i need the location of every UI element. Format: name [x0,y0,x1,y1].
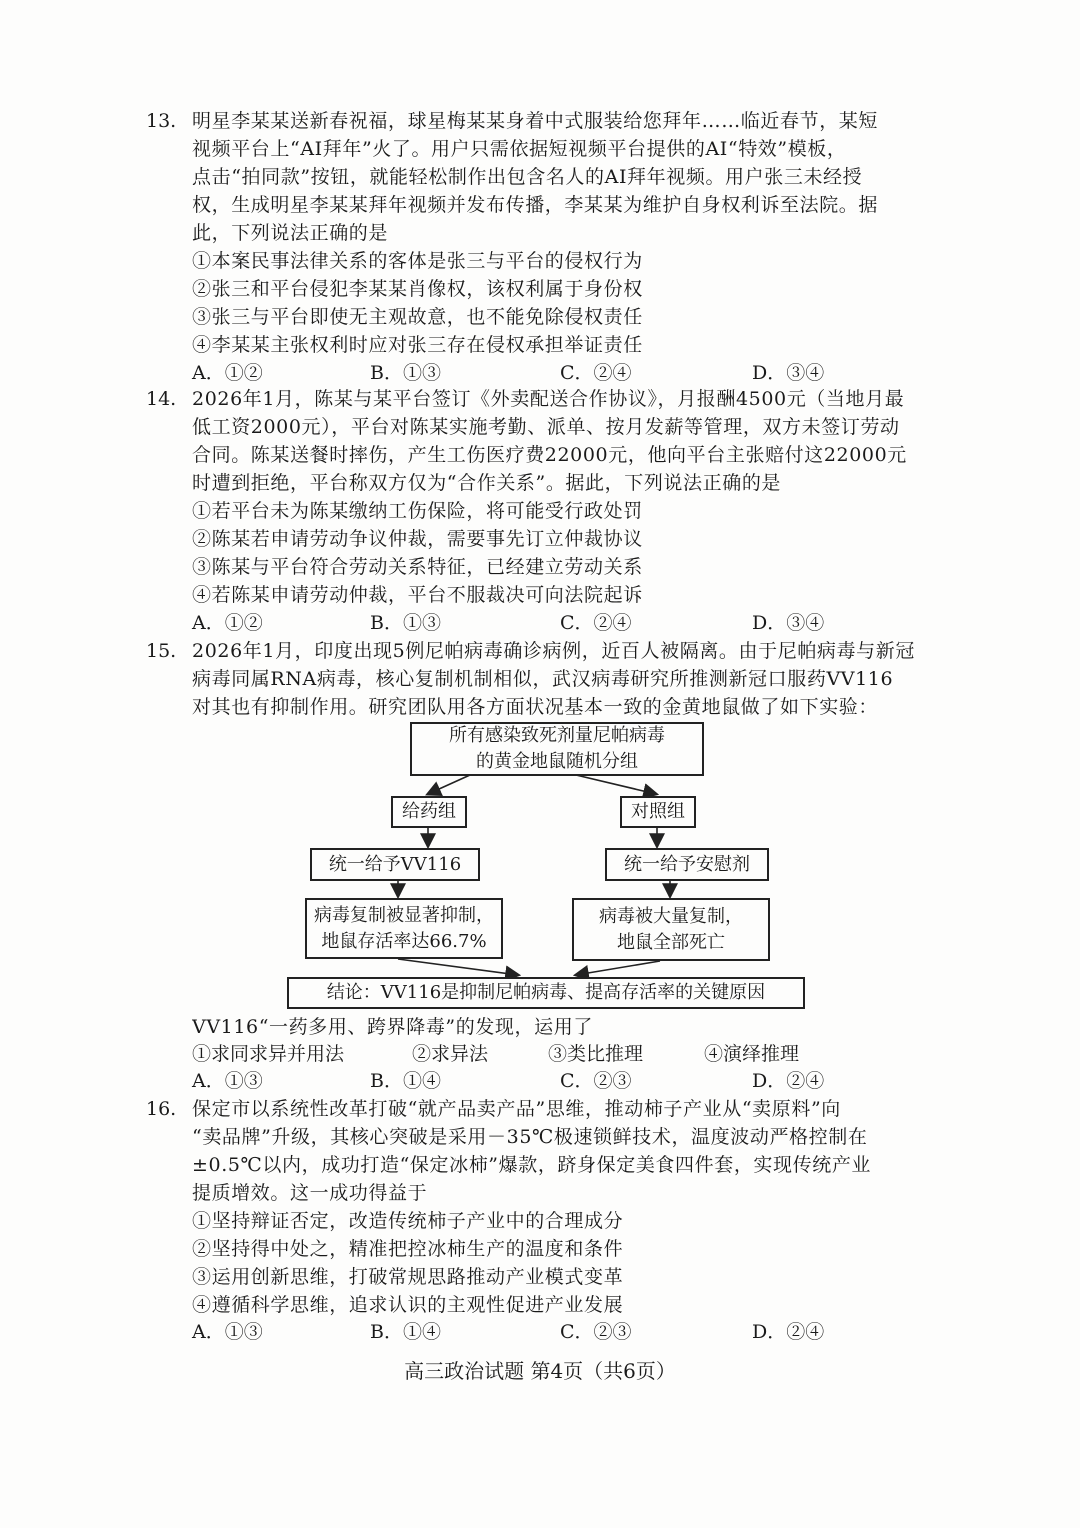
question-16-statement-3: ③运用创新思维，打破常规思路推动产业模式变革 [192,1266,624,1288]
question-13-line-2: 视频平台上“AI拜年”火了。用户只需依据短视频平台提供的AI“特效”模板， [192,138,847,160]
question-15-statement-1: ①求同求异并用法 [192,1043,345,1065]
question-14-line-1: 2026年1月，陈某与某平台签订《外卖配送合作协议》，月报酬4500元（当地月最 [192,388,905,410]
question-16-statement-1: ①坚持辩证否定，改造传统柿子产业中的合理成分 [192,1210,624,1232]
question-16-statement-2: ②坚持得中处之，精准把控冰柿生产的温度和条件 [192,1238,624,1260]
question-15-line-3: 对其也有抑制作用。研究团队用各方面状况基本一致的金黄地鼠做了如下实验： [192,696,879,718]
question-15-line-2: 病毒同属RNA病毒，核心复制机制相似，武汉病毒研究所推测新冠口服药VV116 [192,668,894,690]
arrow-right-result-to-conclusion [576,961,660,975]
question-14-statement-4: ④若陈某申请劳动仲裁，平台不服裁决可向法院起诉 [192,584,643,606]
question-15-statement-2: ②求异法 [412,1043,489,1065]
flowchart-start-line-1: 所有感染致死剂量尼帕病毒 [449,725,665,746]
question-15-number: 15. [146,640,177,662]
question-15-statement-3: ③类比推理 [548,1043,644,1065]
treatment-result-line-1: 病毒复制被显著抑制， [314,904,494,926]
question-14-statement-1: ①若平台未为陈某缴纳工伤保险，将可能受行政处罚 [192,500,643,522]
treatment-dose-label: 统一给予VV116 [328,853,462,875]
flowchart-treatment-result [305,898,503,959]
question-16-option-d[interactable]: D．②④ [752,1321,825,1343]
question-13-line-5: 此，下列说法正确的是 [192,222,389,244]
question-16-number: 16. [146,1098,177,1120]
question-16-line-3: ±0.5℃以内，成功打造“保定冰柿”爆款，跻身保定美食四件套，实现传统产业 [192,1154,872,1176]
question-15-option-a[interactable]: A．①③ [192,1070,263,1092]
question-14-option-b[interactable]: B．①③ [370,612,441,634]
question-14-line-4: 时遭到拒绝，平台称双方仅为“合作关系”。据此，下列说法正确的是 [192,472,782,494]
question-16-line-2: “卖品牌”升级，其核心突破是采用－35℃极速锁鲜技术，温度波动严格控制在 [192,1126,868,1148]
question-16-statement-4: ④遵循科学思维，追求认识的主观性促进产业发展 [192,1294,624,1316]
flowchart-control-result [572,898,770,961]
question-13-line-4: 权，生成明星李某某拜年视频并发布传播，李某某为维护自身权利诉至法院。据 [192,194,879,216]
question-15-after-line: VV116“一药多用、跨界降毒”的发现，运用了 [192,1016,593,1038]
question-14-number: 14. [146,388,177,410]
question-13-number: 13. [146,110,177,132]
question-13-option-a[interactable]: A．①② [192,362,263,384]
question-15-option-b[interactable]: B．①④ [370,1070,441,1092]
control-result-line-2: 地鼠全部死亡 [617,931,725,953]
flowchart-placebo-dose [605,848,769,881]
question-15-line-1: 2026年1月，印度出现5例尼帕病毒确诊病例，近百人被隔离。由于尼帕病毒与新冠 [192,640,915,662]
arrow-to-treatment-group [428,775,470,794]
question-15-options [192,1067,952,1095]
question-16-option-b[interactable]: B．①④ [370,1321,441,1343]
question-14-line-2: 低工资2000元），平台对陈某实施考勤、派单、按月发薪等管理，双方未签订劳动 [192,416,900,438]
flowchart-start-line-2: 的黄金地鼠随机分组 [476,751,638,772]
placebo-dose-label: 统一给予安慰剂 [624,853,750,875]
question-16-line-1: 保定市以系统性改革打破“就产品卖产品”思维，推动柿子产业从“卖原料”向 [192,1098,841,1120]
question-14-option-d[interactable]: D．③④ [752,612,825,634]
treatment-group-label: 给药组 [402,801,456,822]
question-13-option-b[interactable]: B．①③ [370,362,441,384]
flowchart-control-group [620,796,696,828]
question-15-statement-4: ④演绎推理 [704,1043,800,1065]
question-13-statement-3: ③张三与平台即使无主观故意，也不能免除侵权责任 [192,306,643,328]
treatment-result-line-2: 地鼠存活率达66.7% [321,930,487,952]
question-13-line-1: 明星李某某送新春祝福，球星梅某某身着中式服装给您拜年……临近春节，某短 [192,110,879,132]
question-16-option-c[interactable]: C．②③ [560,1321,632,1343]
flowchart-conclusion [287,977,805,1009]
question-13-option-c[interactable]: C．②④ [560,362,632,384]
question-15-statements [192,1040,952,1068]
page-footer: 高三政治试题 第4页（共6页） [404,1359,676,1383]
question-13-line-3: 点击“拍同款”按钮，就能轻松制作出包含名人的AI拜年视频。用户张三未经授 [192,166,863,188]
conclusion-label: 结论：VV116是抑制尼帕病毒、提高存活率的关键原因 [326,982,766,1003]
question-16-line-4: 提质增效。这一成功得益于 [192,1182,428,1204]
flowchart-start-box [410,722,704,776]
question-13-statement-4: ④李某某主张权利时应对张三存在侵权承担举证责任 [192,334,643,356]
flowchart-treatment-dose [310,848,480,881]
question-16-options [192,1318,952,1346]
question-13-statement-2: ②张三和平台侵犯李某某肖像权，该权利属于身份权 [192,278,643,300]
question-13-option-d[interactable]: D．③④ [752,362,825,384]
question-15-option-d[interactable]: D．②④ [752,1070,825,1092]
flowchart-treatment-group [391,796,467,828]
question-13-statement-1: ①本案民事法律关系的客体是张三与平台的侵权行为 [192,250,643,272]
question-16-option-a[interactable]: A．①③ [192,1321,263,1343]
arrow-left-result-to-conclusion [398,959,518,975]
question-15-option-c[interactable]: C．②③ [560,1070,632,1092]
question-14-option-a[interactable]: A．①② [192,612,263,634]
question-14-option-c[interactable]: C．②④ [560,612,632,634]
question-14-line-3: 合同。陈某送餐时摔伤，产生工伤医疗费22000元，他向平台主张赔付这22000元 [192,444,907,466]
arrow-to-control-group [576,775,656,794]
control-group-label: 对照组 [631,801,685,822]
question-14-statement-3: ③陈某与平台符合劳动关系特征，已经建立劳动关系 [192,556,643,578]
control-result-line-1: 病毒被大量复制， [599,905,743,927]
question-14-statement-2: ②陈某若申请劳动争议仲裁，需要事先订立仲裁协议 [192,528,643,550]
